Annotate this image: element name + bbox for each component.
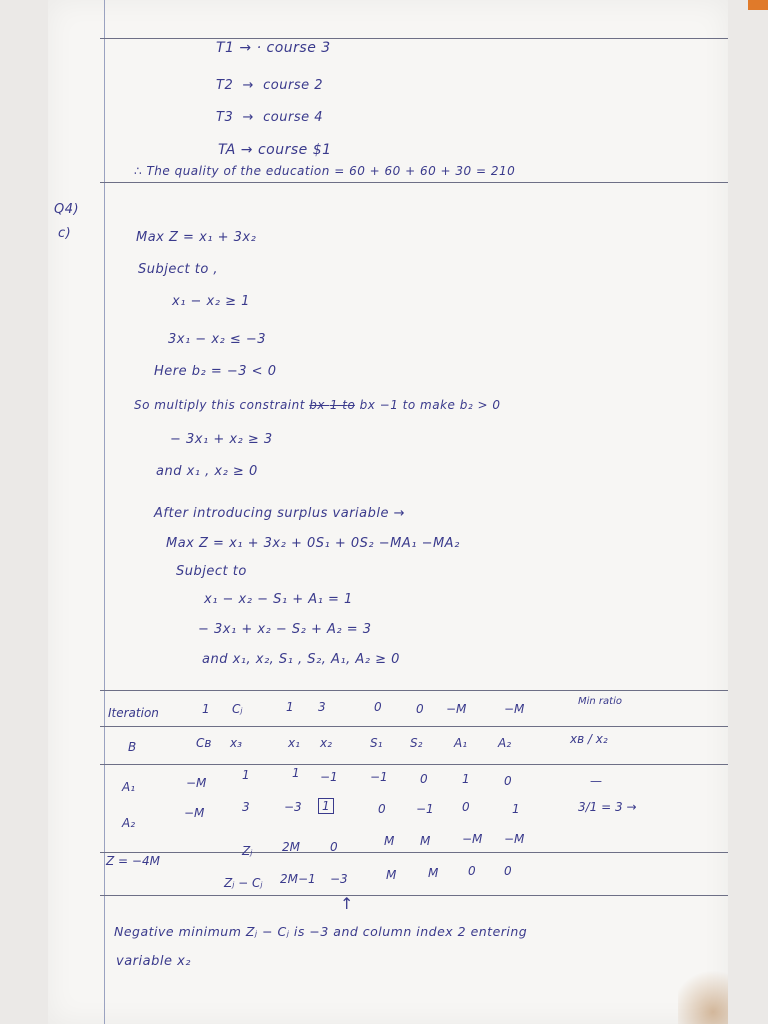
table-header-cell: 3 xyxy=(318,700,326,714)
assignment-t2: T2 → course 2 xyxy=(216,78,324,93)
note-multiply: So multiply this constraint b̶x̶-̶1̶ ̶t̶o̶ bx −1 to make b₂ > 0 xyxy=(134,398,501,412)
z-value: Z = −4M xyxy=(106,854,160,868)
nonnegativity-2: and x₁, x₂, S₁ , S₂, A₁, A₂ ≥ 0 xyxy=(202,652,400,667)
table-cell: 3 xyxy=(242,800,250,814)
table-header-cell: x₃ xyxy=(230,736,242,750)
table-header-cell: 0 xyxy=(416,702,424,716)
table-cell: 2M−1 xyxy=(280,872,316,886)
rule-line xyxy=(100,690,728,691)
table-cell: M xyxy=(420,834,431,848)
rule-line xyxy=(100,852,728,853)
table-cell: −1 xyxy=(370,770,388,784)
question-label: Q4) xyxy=(54,202,80,217)
table-cell: 0 xyxy=(468,864,476,878)
constraint-2-flipped: − 3x₁ + x₂ ≥ 3 xyxy=(170,432,273,447)
table-header-min-ratio: Min ratio xyxy=(578,696,622,707)
table-cell: 1 xyxy=(462,772,470,786)
table-header-basis: B xyxy=(128,740,137,754)
table-cell: 1 xyxy=(512,802,520,816)
table-header-cell: Cʙ xyxy=(196,736,212,750)
rule-line xyxy=(100,38,728,39)
table-cell: 0 xyxy=(462,800,470,814)
constraint-2: 3x₁ − x₂ ≤ −3 xyxy=(168,332,267,347)
zj-label: Zⱼ xyxy=(242,844,253,858)
table-header-ratio: xʙ / x₂ xyxy=(570,732,608,746)
table-cell: −3 xyxy=(284,800,302,814)
rule-line xyxy=(100,895,728,896)
table-header-cell: −M xyxy=(504,702,525,716)
part-label: c) xyxy=(58,226,72,241)
table-row-basis: A₂ xyxy=(122,816,136,830)
table-cell: −M xyxy=(186,776,207,790)
table-cell: 0 xyxy=(330,840,338,854)
table-cell-ratio: — xyxy=(590,774,602,788)
table-header-cell: S₂ xyxy=(410,736,423,750)
table-header-cell: x₁ xyxy=(288,736,300,750)
zj-cj-label: Zⱼ − Cⱼ xyxy=(224,876,263,890)
notebook-page xyxy=(48,0,728,1024)
table-header-cell: x₂ xyxy=(320,736,332,750)
table-cell: −3 xyxy=(330,872,348,886)
equation-1: x₁ − x₂ − S₁ + A₁ = 1 xyxy=(204,592,353,607)
nonnegativity-1: and x₁ , x₂ ≥ 0 xyxy=(156,464,258,479)
paper-corner xyxy=(748,0,768,10)
table-cell: 1 xyxy=(242,768,250,782)
constraint-1: x₁ − x₂ ≥ 1 xyxy=(172,294,250,309)
table-cell: −M xyxy=(504,832,525,846)
table-header-cell: 0 xyxy=(374,700,382,714)
conclusion-entering: Negative minimum Zⱼ − Cⱼ is −3 and column index 2 entering xyxy=(114,924,528,939)
pivot-element: 1 xyxy=(318,798,334,814)
table-cell: −1 xyxy=(320,770,338,784)
table-header-cell: Cⱼ xyxy=(232,702,243,716)
table-header-cell: 1 xyxy=(202,702,210,716)
objective-augmented: Max Z = x₁ + 3x₂ + 0S₁ + 0S₂ −MA₁ −MA₂ xyxy=(166,536,460,551)
conclusion-line: ∴ The quality of the education = 60 + 60 + 60 + 30 = 210 xyxy=(134,164,516,178)
subject-to-line-2: Subject to xyxy=(176,564,247,579)
table-header-cell: A₂ xyxy=(498,736,512,750)
table-cell: M xyxy=(384,834,395,848)
table-cell-ratio: 3/1 = 3 → xyxy=(578,800,637,814)
note-b2: Here b₂ = −3 < 0 xyxy=(154,364,277,379)
entering-variable: variable x₂ xyxy=(116,954,191,969)
table-header-cell: 1 xyxy=(286,700,294,714)
objective-line: Max Z = x₁ + 3x₂ xyxy=(136,230,257,245)
table-cell: 0 xyxy=(420,772,428,786)
surplus-intro: After introducing surplus variable → xyxy=(154,506,405,521)
table-cell: 1 xyxy=(292,766,300,780)
up-arrow-icon: ↑ xyxy=(340,894,354,913)
table-cell: 0 xyxy=(378,802,386,816)
table-cell: M xyxy=(386,868,397,882)
rule-line xyxy=(100,182,728,183)
table-cell: 2M xyxy=(282,840,300,854)
table-header-iteration: Iteration xyxy=(108,706,159,720)
table-header-cell: S₁ xyxy=(370,736,383,750)
table-cell: −M xyxy=(462,832,483,846)
assignment-t3: T3 → course 4 xyxy=(216,110,324,125)
table-cell: −M xyxy=(184,806,205,820)
table-cell: −1 xyxy=(416,802,434,816)
equation-2: − 3x₁ + x₂ − S₂ + A₂ = 3 xyxy=(198,622,372,637)
subject-to-line: Subject to , xyxy=(138,262,219,277)
paper-stain xyxy=(678,964,728,1024)
table-cell: 0 xyxy=(504,774,512,788)
rule-line xyxy=(100,764,728,765)
table-header-cell: A₁ xyxy=(454,736,468,750)
table-cell: M xyxy=(428,866,439,880)
rule-line xyxy=(100,726,728,727)
table-header-cell: −M xyxy=(446,702,467,716)
assignment-t4: TA → course $1 xyxy=(218,142,332,158)
table-cell: 0 xyxy=(504,864,512,878)
assignment-t1: T1 → · course 3 xyxy=(216,40,331,56)
table-row-basis: A₁ xyxy=(122,780,136,794)
margin-line xyxy=(104,0,105,1024)
